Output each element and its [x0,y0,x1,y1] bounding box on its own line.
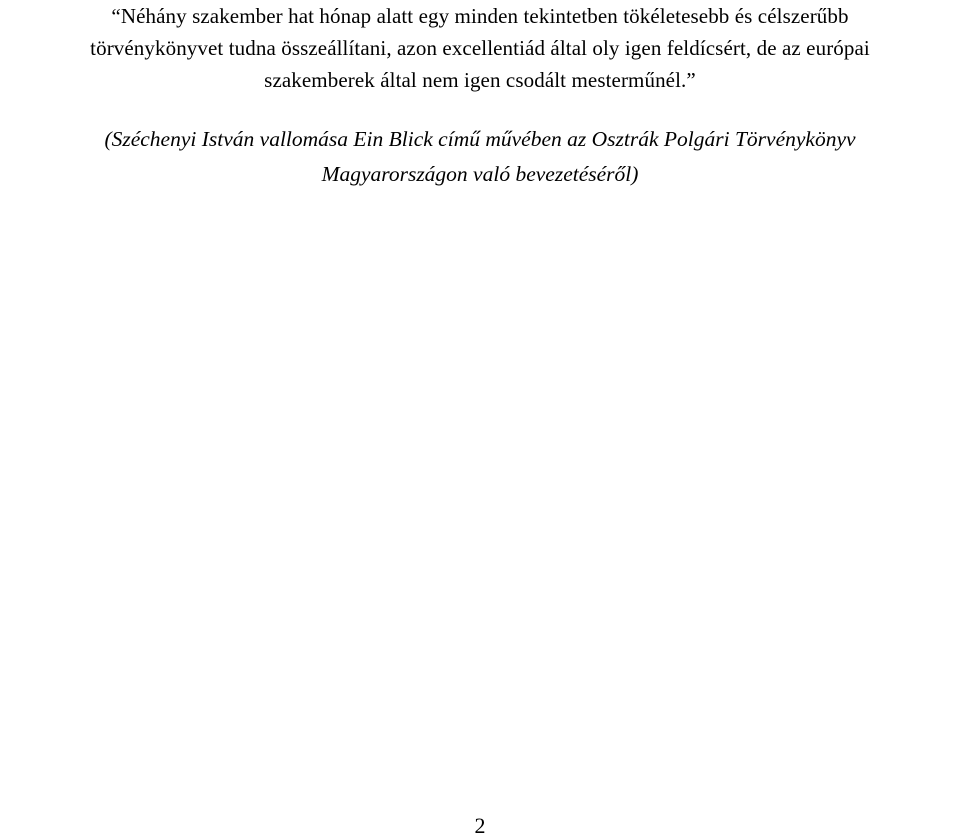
quote-attribution [0,122,960,192]
quote-line: “Néhány szakember hat hónap alatt egy minden tekintetben tökéletesebb és célszerűbb [111,4,849,28]
quote-line: törvénykönyvet tudna összeállítani, azon excellentiád által oly igen feldícsért, de az európai [90,36,870,60]
attribution-line: (Széchenyi István vallomása Ein Blick című művében az Osztrák Polgári Törvénykönyv [104,127,856,151]
quote-line: szakemberek által nem igen csodált mesterműnél.” [264,68,696,92]
page-number: 2 [474,813,486,838]
attribution-line: Magyarországon való bevezetéséről) [321,162,639,186]
quote-paragraph [0,0,960,96]
